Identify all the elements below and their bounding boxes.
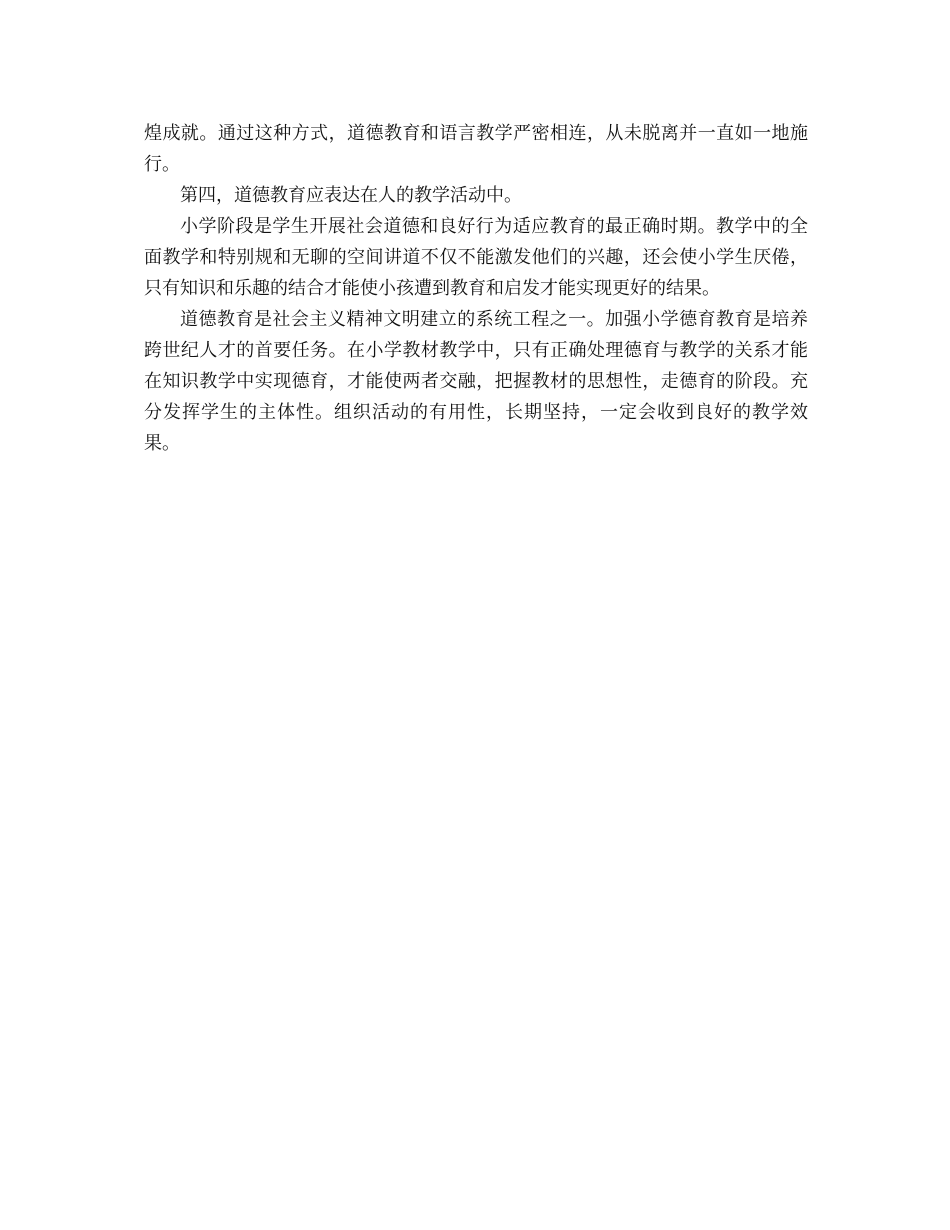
paragraph-section-heading: 第四，道德教育应表达在人的教学活动中。 xyxy=(180,185,522,206)
document-body xyxy=(144,118,808,459)
paragraph-moral-education: 道德教育是社会主义精神文明建立的系统工程之一。加强小学德育教育是培养跨世纪人才的首要任务。在小学教材教学中，只有正确处理德育与教学的关系才能在知识教学中实现德育，才能使两者交融，把握教材的思想性，走德育的阶段。充分发挥学生的主体性。组织活动的有用性，长期坚持，一定会收到良好的教学效果。 xyxy=(144,309,808,454)
paragraph-continuation: 煌成就。通过这种方式，道德教育和语言教学严密相连，从未脱离并一直如一地施行。 xyxy=(144,123,808,175)
paragraph-primary-stage: 小学阶段是学生开展社会道德和良好行为适应教育的最正确时期。教学中的全面教学和特别规和无聊的空间讲道不仅不能激发他们的兴趣，还会使小学生厌倦，只有知识和乐趣的结合才能使小孩遭到教育和启发才能实现更好的结果。 xyxy=(144,216,808,299)
